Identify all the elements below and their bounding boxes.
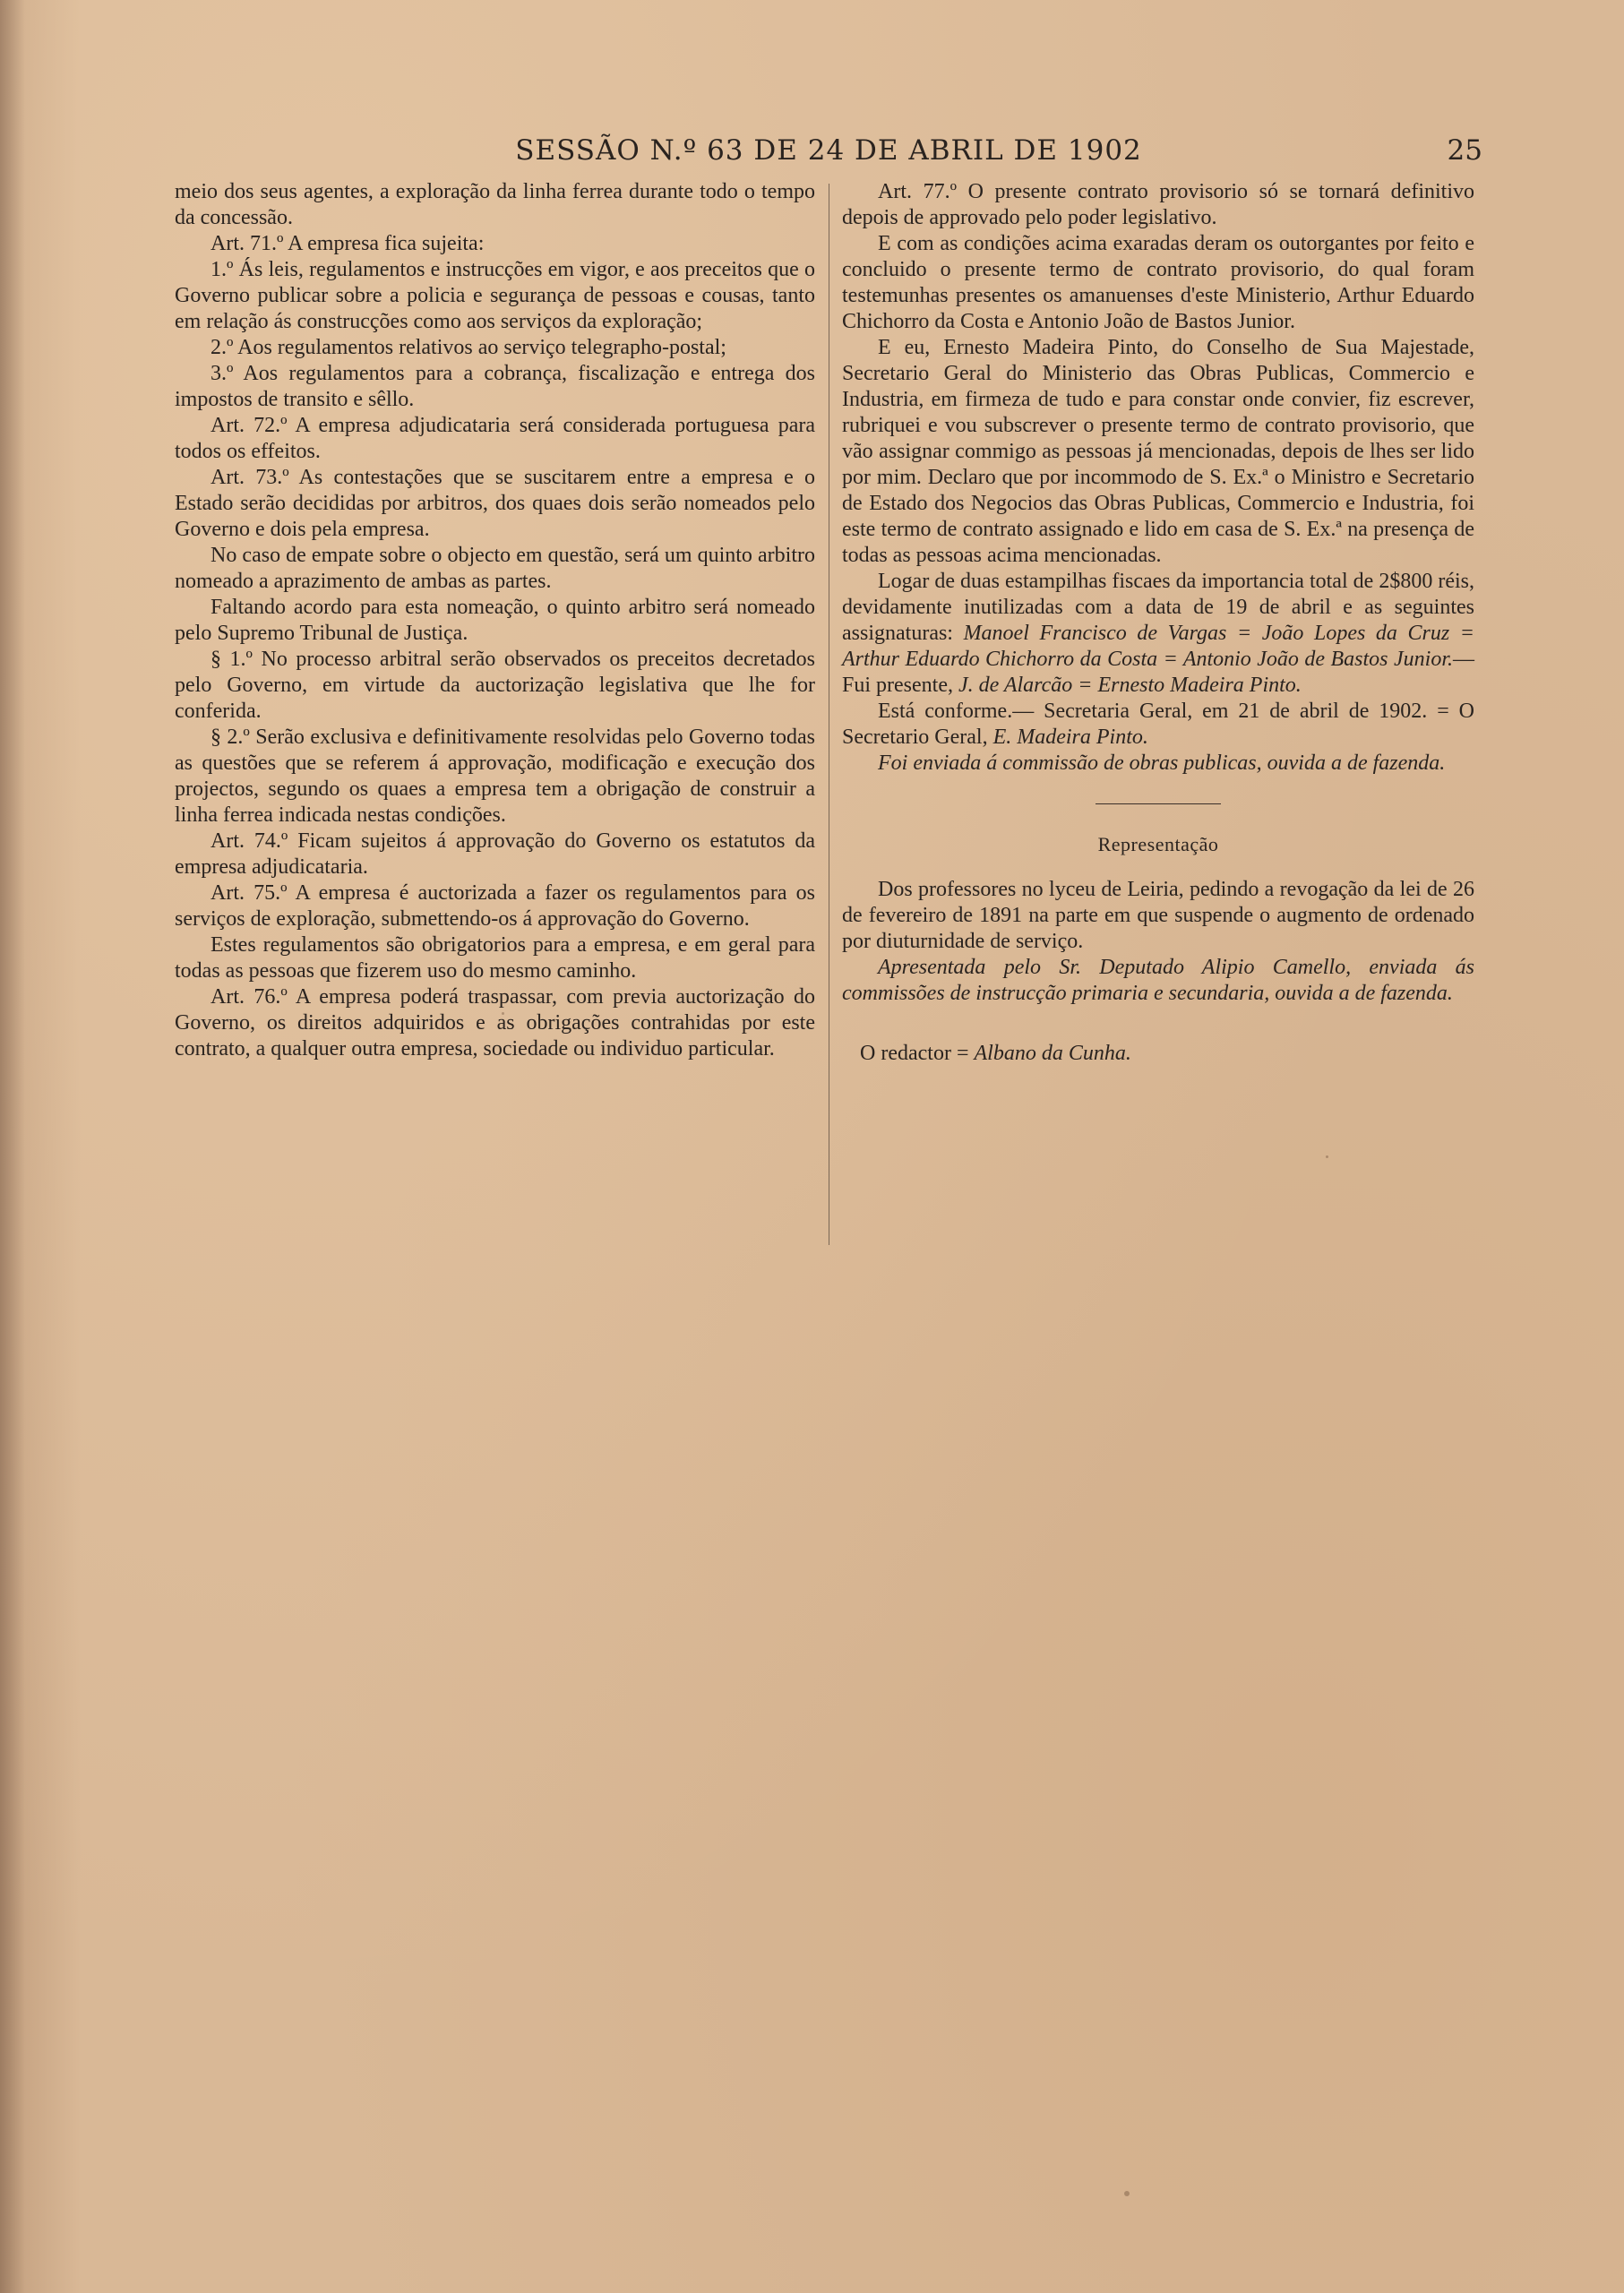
page-header bbox=[175, 134, 1482, 170]
conforme-signature: E. Madeira Pinto. bbox=[992, 726, 1148, 749]
closing-line bbox=[842, 1041, 1474, 1067]
paragraph: Estes regulamentos são obrigatorios para a empresa, e em geral para todas as pessoas que fizerem uso do mesmo caminho. bbox=[175, 933, 815, 983]
paragraph: Art. 77.º O presente contrato provisorio só se tornará definitivo depois de approvado pelo poder legislativo. bbox=[842, 180, 1474, 229]
stamps-text: Logar de duas estampilhas fiscaes da importancia total de 2$800 réis, devidamente inutilizadas com a data de 19 de abril e as seguintes assignaturas: bbox=[842, 570, 1474, 645]
paragraph: Art. 74.º Ficam sujeitos á approvação do Governo os estatutos da empresa adjudicataria. bbox=[175, 829, 815, 879]
page-number: 25 bbox=[1447, 134, 1482, 167]
paragraph: § 2.º Serão exclusiva e definitivamente resolvidas pelo Governo todas as questões que se referem á approvação, modificação e execução dos projectos, segundo os quaes a empresa tem a obrigação de construir a linha ferrea indicada nestas condições. bbox=[175, 726, 815, 827]
paragraph: Art. 76.º A empresa poderá traspassar, com previa auctorização do Governo, os direitos adquiridos e as obrigações contrahidas por este contrato, a qualquer outra empresa, sociedade ou individuo particular. bbox=[175, 985, 815, 1061]
paragraph: meio dos seus agentes, a exploração da linha ferrea durante todo o tempo da concessão. bbox=[175, 180, 815, 229]
conforme-text: Está conforme.— Secretaria Geral, em 21 de abril de 1902. = O Secretario Geral, bbox=[842, 700, 1474, 749]
conforme-paragraph bbox=[842, 699, 1474, 751]
paragraph: E com as condições acima exaradas deram os outorgantes por feito e concluido o presente termo de contrato provisorio, do qual foram testemunhas presentes os amanuenses d'este Ministerio, Arthur Eduardo Chichorro da Costa e Antonio João de Bastos Junior. bbox=[842, 232, 1474, 333]
representation-body: Dos professores no lyceu de Leiria, pedindo a revogação da lei de 26 de fevereiro de 1891 na parte em que suspende o augmento de ordenado por diuturnidade de serviço. bbox=[842, 878, 1474, 953]
stamps-paragraph bbox=[842, 569, 1474, 699]
representation-referral: Apresentada pelo Sr. Deputado Alipio Camello, enviada ás commissões de instrucção primaria e secundaria, ouvida a de fazenda. bbox=[842, 956, 1474, 1005]
paper-speck bbox=[502, 1012, 504, 1015]
closing-name: Albano da Cunha. bbox=[974, 1042, 1131, 1065]
paper-speck bbox=[1124, 2191, 1130, 2196]
session-title: SESSÃO N.º 63 DE 24 DE ABRIL DE 1902 bbox=[515, 134, 1142, 167]
paragraph: Faltando acordo para esta nomeação, o quinto arbitro será nomeado pelo Supremo Tribunal de Justiça. bbox=[175, 596, 815, 645]
paper-speck bbox=[1326, 1155, 1328, 1158]
closing-label: O redactor = bbox=[860, 1042, 975, 1065]
paragraph: No caso de empate sobre o objecto em questão, será um quinto arbitro nomeado a aprazimento de ambas as partes. bbox=[175, 544, 815, 593]
paragraph: § 1.º No processo arbitral serão observados os preceitos decretados pelo Governo, em virtude da auctorização legislativa que lhe for conferida. bbox=[175, 648, 815, 723]
right-column bbox=[842, 179, 1474, 1067]
representation-title: Representação bbox=[1097, 833, 1219, 855]
paragraph: 2.º Aos regulamentos relativos ao serviço telegrapho-postal; bbox=[211, 336, 726, 359]
paragraph: Art. 72.º A empresa adjudicataria será considerada portuguesa para todos os effeitos. bbox=[175, 414, 815, 463]
paragraph: 1.º Ás leis, regulamentos e instrucções em vigor, e aos preceitos que o Governo publicar sobre a policia e segurança de pessoas e cousas, tanto em relação ás construcções como aos serviços da exploração; bbox=[175, 258, 815, 333]
paper-edge-shadow bbox=[0, 0, 25, 2293]
paragraph: Art. 75.º A empresa é auctorizada a fazer os regulamentos para os serviços de exploração, submettendo-os á approvação do Governo. bbox=[175, 881, 815, 931]
stamps-signatures: Manoel Francisco de Vargas = João Lopes da Cruz = Arthur Eduardo Chichorro da Costa = Antonio João de Bastos Junior. bbox=[842, 622, 1474, 671]
paragraph: 3.º Aos regulamentos para a cobrança, fiscalização e entrega dos impostos de transito e sêllo. bbox=[175, 362, 815, 411]
stamps-tail-signature: J. de Alarcão = Ernesto Madeira Pinto. bbox=[958, 674, 1302, 697]
referral-note: Foi enviada á commissão de obras publicas, ouvida a de fazenda. bbox=[878, 751, 1446, 775]
paragraph: Art. 73.º As contestações que se suscitarem entre a empresa e o Estado serão decididas por arbitros, dos quaes dois serão nomeados pelo Governo e dois pela empresa. bbox=[175, 466, 815, 541]
stamps-tail: —Fui presente, bbox=[842, 648, 1474, 697]
section-divider bbox=[1096, 803, 1221, 804]
paragraph: E eu, Ernesto Madeira Pinto, do Conselho de Sua Majestade, Secretario Geral do Ministerio das Obras Publicas, Commercio e Industria, em firmeza de tudo e para constar onde convier, fiz escrever, rubriquei e vou subscrever o presente termo de contrato provisorio, que vão assignar commigo as pessoas já mencionadas, depois de lhes ser lido por mim. Declaro que por incommodo de S. Ex.ª o Ministro e Secretario de Estado dos Negocios das Obras Publicas, Commercio e Industria, foi este termo de contrato assignado e lido em casa de S. Ex.ª na presença de todas as pessoas acima mencionadas. bbox=[842, 336, 1474, 567]
left-column bbox=[175, 179, 815, 1062]
paragraph: Art. 71.º A empresa fica sujeita: bbox=[211, 232, 485, 255]
